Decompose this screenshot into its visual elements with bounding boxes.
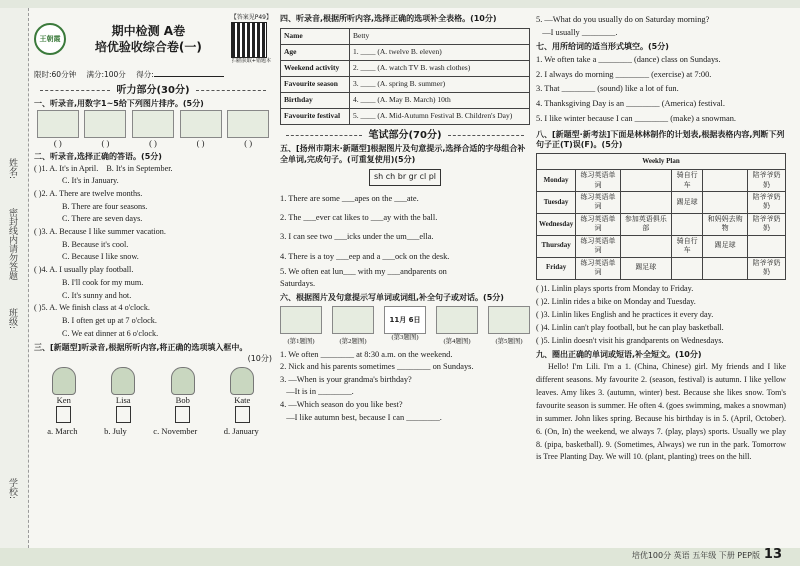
fill-item[interactable]: 2. Nick and his parents sometimes ________ on Sundays.	[280, 362, 474, 372]
letter-chips: sh ch br gr cl pl	[369, 169, 441, 186]
fill-item[interactable]: 3. That ________ (sound) like a lot of fun.	[536, 84, 679, 94]
score-got: 得分:	[136, 69, 154, 79]
tf-item[interactable]: ( )3. Linlin likes English and he practices it every day.	[536, 309, 714, 319]
section2-title: 二、听录音,选择正确的答语。(5分)	[34, 151, 162, 161]
answer-cell[interactable]: 2. ____ (A. watch TV B. wash clothes)	[350, 60, 530, 76]
month-option: d. January	[223, 426, 259, 437]
tf-item[interactable]: ( )4. Linlin can't play football, but he can play basketball.	[536, 322, 724, 332]
fill-item[interactable]: 2. I always do morning ________ (exercise) at 7:00.	[536, 69, 712, 79]
table-row: Name Betty	[281, 28, 530, 44]
picture-1	[280, 306, 322, 334]
section7-list	[536, 53, 786, 127]
footer-text: 培优100分 英语 五年级 下册 PEP版	[631, 551, 760, 560]
answer-cell[interactable]: 1. ____ (A. twelve B. eleven)	[350, 44, 530, 60]
fill-item[interactable]: —It is in ________.	[280, 387, 354, 397]
section3-title: 三、[新题型]听录音,根据所听内容,将正确的选项填入框中。	[34, 343, 248, 353]
kid-picture	[111, 367, 135, 395]
option-b: B. I'll cook for my mum.	[62, 277, 144, 287]
table-row: Age 1. ____ (A. twelve B. eleven)	[281, 44, 530, 60]
option-a: A. I usually play football.	[49, 265, 134, 275]
class-label: 班级:	[7, 308, 17, 330]
section1-title: 一、听录音,用数字1~5给下列图片排序。(5分)	[34, 99, 204, 109]
table-row: Wednesday 练习英语单词 参加英语俱乐部 和妈妈去购物 陪爷爷奶奶	[537, 213, 786, 235]
answer-box[interactable]	[116, 406, 131, 423]
caption: (第2题图)	[339, 337, 367, 345]
picture-4	[436, 306, 478, 334]
caption: (第5题图)	[495, 337, 523, 345]
item-number[interactable]: ( )4.	[34, 265, 48, 275]
section6-title: 六、根据图片及句意提示写单词或词组,补全句子或对话。(5分)	[280, 292, 504, 302]
fill-item[interactable]: 1. We often take a ________ (dance) class on Sundays.	[536, 55, 721, 65]
kid-name: Lisa	[115, 394, 131, 405]
table-row: Favourite season 3. ____ (A. spring B. summer)	[281, 76, 530, 92]
option-c: C. It's sunny and hot.	[62, 290, 132, 300]
caption: (第1题图)	[287, 337, 315, 345]
table-row: Favourite festival 5. ____ (A. Mid-Autumn Festival B. Children's Day)	[281, 108, 530, 124]
answer-blank[interactable]: ( )	[53, 138, 62, 149]
full-score: 满分:100分	[86, 69, 126, 79]
snow-picture	[227, 110, 269, 138]
brand-logo: 王朝霞	[34, 23, 66, 55]
tf-item[interactable]: ( )2. Linlin rides a bike on Monday and Tuesday.	[536, 296, 696, 306]
binding-sidebar	[0, 8, 29, 548]
kid-picture	[230, 367, 254, 395]
tf-item[interactable]: ( )1. Linlin plays sports from Monday to Friday.	[536, 283, 694, 293]
section3-score: (10分)	[247, 354, 272, 364]
answer-cell[interactable]: 4. ____ (A. May B. March) 10th	[350, 92, 530, 108]
item-number[interactable]: ( )5.	[34, 303, 48, 313]
calendar-picture: 11月 6日	[384, 306, 426, 334]
option-b: B. There are four seasons.	[62, 201, 148, 211]
column-middle	[280, 14, 530, 424]
answer-cell[interactable]: 3. ____ (A. spring B. summer)	[350, 76, 530, 92]
caption: (第4题图)	[443, 337, 471, 345]
month-option: c. November	[153, 426, 198, 437]
answer-blank[interactable]: ( )	[149, 138, 157, 149]
section6-pictures	[280, 306, 530, 346]
month-option: b. July	[104, 426, 127, 437]
kid-picture	[52, 367, 76, 395]
fill-item: 5. —What do you usually do on Saturday morning?	[536, 15, 710, 24]
option-a: A. There are twelve months.	[49, 188, 143, 198]
option-c: C. There are seven days.	[62, 214, 143, 224]
option-a: A. Because I like summer vacation.	[49, 227, 166, 237]
plan-title: Weekly Plan	[537, 154, 786, 170]
calendar-picture	[37, 110, 79, 138]
fill-item[interactable]: 4. Thanksgiving Day is an ________ (America) festival.	[536, 99, 725, 109]
month-option: a. March	[47, 426, 78, 437]
time-limit: 限时:60分钟	[34, 69, 77, 79]
option-c: C. Because I like snow.	[62, 252, 139, 262]
page-number: 13	[763, 547, 782, 562]
fill-item[interactable]: 4. There is a toy ___eep and a ___ock on the desk.	[280, 251, 450, 261]
section5-list	[280, 189, 530, 290]
answer-box[interactable]	[175, 406, 190, 423]
kids-picture	[180, 110, 222, 138]
fill-item[interactable]: 5. We often eat lun___ with my ___andparents on Saturdays.	[280, 267, 447, 288]
section4-title: 四、听录音,根据所听内容,选择正确的选项补全表格。(10分)	[280, 14, 497, 23]
weekly-plan-table	[536, 153, 786, 279]
fill-item: 4. —Which season do you like best?	[280, 400, 403, 409]
fill-item[interactable]: 3. I can see two ___icks under the um___ella.	[280, 232, 434, 242]
section6-list	[280, 349, 530, 425]
item-number[interactable]: ( )1.	[34, 163, 48, 173]
answer-blank[interactable]: ( )	[101, 138, 110, 149]
item-number[interactable]: ( )2.	[34, 188, 48, 198]
option-c: C. It's in January.	[62, 176, 119, 186]
column-right	[536, 14, 786, 464]
section7-title: 七、用所给词的适当形式填空。(5分)	[536, 42, 669, 52]
table-row: Monday 练习英语单词 骑自行车 陪爷爷奶奶	[537, 170, 786, 192]
table-row: Birthday 4. ____ (A. May B. March) 10th	[281, 92, 530, 108]
tf-item[interactable]: ( )5. Linlin doesn't visit his grandparents on Wednesdays.	[536, 336, 724, 345]
section5-title: 五、[扬州市期末·新题型]根据图片及句意提示,选择合适的字母组合补全单词,完成句子。(可重复使用)(5分)	[280, 144, 526, 165]
table-row: Tuesday 练习英语单词 踢足球 陪爷爷奶奶	[537, 192, 786, 214]
school-label: 学校:	[7, 478, 17, 500]
item-number[interactable]: ( )3.	[34, 227, 48, 237]
option-b: B. It's in September.	[106, 163, 173, 173]
section8-title: 八、[新题型·新考法]下面是林林制作的计划表,根据表格内容,判断下列句子正(T)误(F)。(5分)	[536, 129, 785, 150]
info-table	[280, 28, 530, 125]
answer-tag: 【答案见P49】	[230, 14, 272, 21]
option-b: B. Because it's cool.	[62, 239, 129, 249]
section3-kids	[34, 367, 272, 423]
fill-item[interactable]: 1. There are some ___apes on the ___ate.	[280, 193, 419, 203]
answer-box[interactable]	[56, 406, 71, 423]
exam-title: 期中检测 A卷	[111, 24, 186, 39]
section9-title: 九、圈出正确的单词或短语,补全短文。(10分)	[536, 350, 702, 360]
seal-note: 密封线内请勿答题	[7, 208, 17, 280]
name-label: 姓名:	[7, 158, 17, 180]
option-b: B. I often get up at 7 o'clock.	[62, 315, 157, 325]
option-c: C. We eat dinner at 6 o'clock.	[62, 328, 159, 338]
option-a: A. It's in April.	[49, 163, 99, 173]
garden-picture	[132, 110, 174, 138]
section1-pictures	[34, 110, 272, 138]
answer-cell[interactable]: 5. ____ (A. Mid-Autumn Festival B. Children's Day)	[350, 108, 530, 124]
answer-blank[interactable]: ( )	[196, 138, 205, 149]
kid-name: Bob	[175, 394, 190, 405]
leaves-picture	[84, 110, 126, 138]
kid-name: Ken	[56, 394, 71, 405]
picture-2	[332, 306, 374, 334]
fill-item[interactable]: 1. We often ________ at 8:30 a.m. on the weekend.	[280, 349, 453, 359]
top-strip	[0, 0, 800, 8]
answer-box[interactable]	[235, 406, 250, 423]
fill-item[interactable]: —I like autumn best, because I can ________.	[280, 412, 442, 422]
section6-continued	[536, 14, 786, 39]
section1-blanks	[34, 138, 272, 149]
column-left	[34, 14, 272, 438]
caption: (第3题图)	[391, 334, 419, 342]
fill-item[interactable]: —I usually ________.	[536, 27, 618, 37]
listening-header: 听力部分(30分)	[34, 84, 272, 98]
fill-item[interactable]: 2. The ___ever cat likes to ___ay with the ball.	[280, 213, 438, 223]
picture-5	[488, 306, 530, 334]
table-row: Thursday 练习英语单词 骑自行车 踢足球	[537, 235, 786, 257]
exam-subtitle: 培优验收综合卷(一)	[94, 40, 202, 55]
table-row: Friday 练习英语单词 踢足球 陪爷爷奶奶	[537, 257, 786, 279]
answer-blank[interactable]: ( )	[244, 138, 253, 149]
option-a: A. We finish class at 4 o'clock.	[49, 303, 150, 313]
writing-header: 笔试部分(70分)	[280, 129, 530, 143]
table-row: Weekend activity 2. ____ (A. watch TV B. wash clothes)	[281, 60, 530, 76]
fill-item: 3. —When is your grandma's birthday?	[280, 374, 412, 384]
section3-options	[34, 426, 272, 437]
section2-list	[34, 163, 272, 341]
qr-code-icon[interactable]	[231, 22, 267, 58]
qr-caption: 扫描获取+错题本	[231, 58, 271, 65]
passage[interactable]: Hello! I'm Lili. I'm a 1. (China, Chinese) girl. My friends and I like different seasons. My favourite 2. (season, festival) is autumn. I like yellow leaves. Amy likes 3. (autumn, winter) best. Because she likes snow. Tom's favourite season is summer. He often 4. (goes swimming, makes a snowman) in summer. John likes spring. Because his birthday is in 5. (April, October). 6. (On, In) the weekend, we always 7. (play, plays) sports. Usually we play 8. (pipa, basketball). 9. (Sometimes, Always) we run in the park. Tomorrow is Tree Planting Day. We will 10. (plant, planting) trees on the hill.	[536, 361, 786, 462]
kid-name: Kate	[234, 394, 251, 405]
kid-picture	[171, 367, 195, 395]
fill-item[interactable]: 5. I like winter because I can ________ (make) a snowman.	[536, 113, 737, 123]
section8-list	[536, 282, 786, 348]
